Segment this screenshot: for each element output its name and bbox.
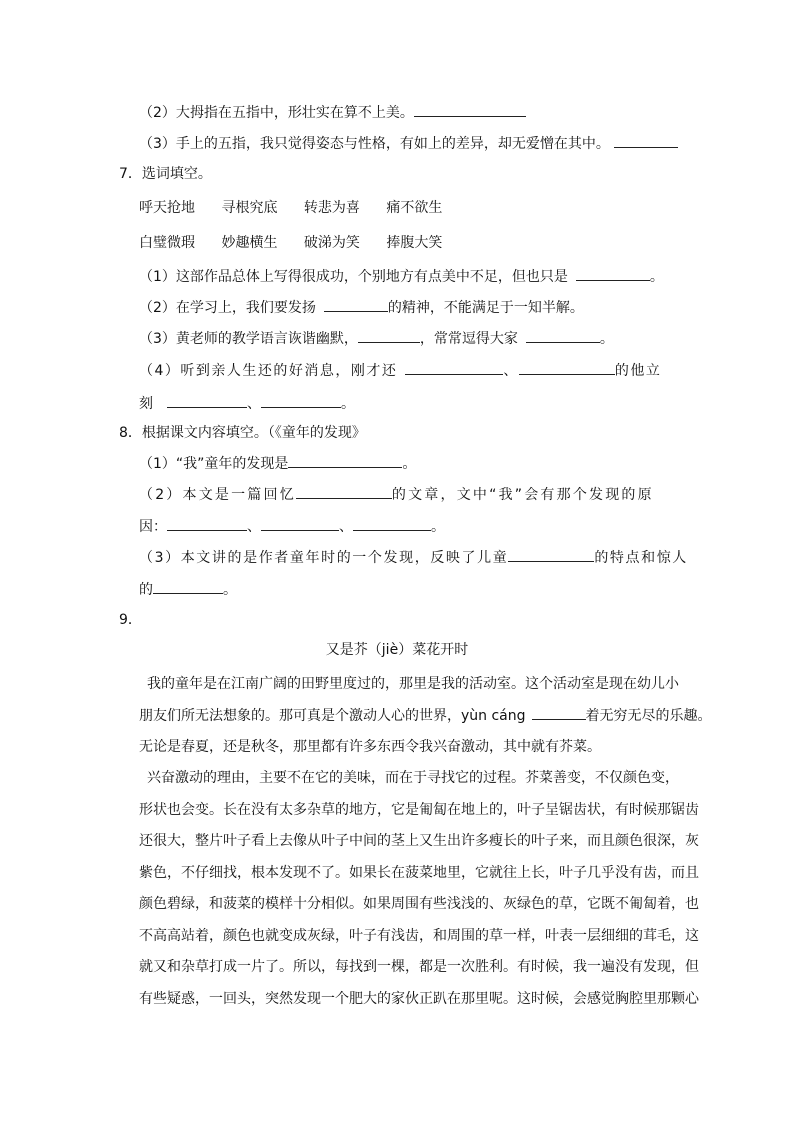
punct: 。 bbox=[223, 582, 237, 598]
q7-s2-text: （2）在学习上，我们要发扬 bbox=[139, 300, 316, 316]
word-option: 呼天抢地 bbox=[139, 200, 195, 216]
q7-s3-mid: ，常常逗得大家 bbox=[419, 331, 518, 347]
passage-text: 朋友们所无法想象的。那可真是个激动人心的世界，yùn cáng bbox=[139, 708, 526, 724]
q7-s1-blank[interactable] bbox=[576, 266, 650, 281]
word-option: 捧腹大笑 bbox=[386, 235, 443, 251]
q7-s4-blank-1[interactable] bbox=[405, 360, 503, 375]
q8-s2b-blank-3[interactable] bbox=[353, 516, 431, 531]
q8-s3b-text: 的 bbox=[139, 582, 153, 598]
q6-item-2 bbox=[139, 102, 526, 123]
passage-line: 紫色，不仔细找，根本发现不了。如果长在菠菜地里，它就往上长，叶子几乎没有齿，而且 bbox=[139, 865, 699, 881]
q8-s1-text: （1）“我”童年的发现是 bbox=[139, 456, 289, 472]
punct: 。 bbox=[431, 519, 445, 535]
q8-sentence-1 bbox=[139, 453, 416, 474]
passage-line: 还很大，整片叶子看上去像从叶子中间的茎上又生出许多瘦长的叶子来，而且颜色很深，灰 bbox=[139, 833, 699, 849]
q8-sentence-2-cont bbox=[139, 516, 445, 537]
punct: 。 bbox=[341, 396, 355, 412]
q7-s3-blank-1[interactable] bbox=[358, 328, 420, 343]
q7-s4b-blank-2[interactable] bbox=[261, 393, 341, 408]
passage-text: 着无穷无尽的乐趣。 bbox=[585, 708, 712, 724]
q7-heading: 7．选词填空。 bbox=[119, 166, 212, 182]
q6-item-3 bbox=[139, 133, 678, 154]
q8-sentence-3 bbox=[139, 547, 688, 568]
q7-s4-end: 的他立 bbox=[614, 363, 662, 379]
q7-sentence-2 bbox=[139, 297, 584, 318]
q7-s1-text: （1）这部作品总体上写得很成功，个别地方有点美中不足，但也只是 bbox=[139, 269, 568, 285]
q8-s3b-blank[interactable] bbox=[153, 579, 223, 594]
passage-line: 我的童年是在江南广阔的田野里度过的，那里是我的活动室。这个活动室是现在幼儿小 bbox=[147, 676, 679, 692]
pinyin-answer-blank[interactable] bbox=[532, 705, 586, 720]
q6-item-2-text: （2）大拇指在五指中，形壮实在算不上美。 bbox=[139, 105, 414, 121]
q8-s2-end: 的文章，文中“我”会有那个发现的原 bbox=[391, 487, 654, 503]
passage-line: 不高高站着，颜色也就变成灰绿，叶子有浅齿，和周围的草一样，叶表一层细细的茸毛，这 bbox=[139, 928, 699, 944]
q7-s3-text: （3）黄老师的教学语言诙谐幽默， bbox=[139, 331, 358, 347]
q8-s2b-blank-1[interactable] bbox=[167, 516, 247, 531]
passage-line: 颜色碧绿，和菠菜的模样十分相似。如果周围有些浅浅的、灰绿色的草，它既不匍匐着，也 bbox=[139, 896, 699, 912]
q7-s4-text: （4）听到亲人生还的好消息，刚才还 bbox=[139, 363, 398, 379]
q6-item-3-text: （3）手上的五指，我只觉得姿态与性格，有如上的差异，却无爱憎在其中。 bbox=[139, 136, 610, 152]
word-option: 白璧微瑕 bbox=[139, 235, 195, 251]
passage-line: 就又和杂草打成一片了。所以，每找到一棵，都是一次胜利。有时候，我一遍没有发现，但 bbox=[139, 959, 699, 975]
q7-sentence-1 bbox=[139, 266, 664, 287]
q8-s2-blank[interactable] bbox=[296, 484, 392, 499]
punct: 、 bbox=[247, 519, 261, 535]
punct: 、 bbox=[247, 396, 261, 412]
q7-s2-blank[interactable] bbox=[324, 297, 388, 312]
punct: 、 bbox=[503, 363, 519, 379]
passage-line: 有些疑惑，一回头，突然发现一个肥大的家伙正趴在那里呢。这时候，会感觉胸腔里那颗心 bbox=[139, 991, 699, 1007]
q8-s2b-blank-2[interactable] bbox=[261, 516, 339, 531]
punct: 、 bbox=[339, 519, 353, 535]
passage-title: 又是芥（jiè）菜花开时 bbox=[325, 642, 469, 658]
q7-word-bank-row-1 bbox=[139, 198, 442, 218]
q7-sentence-4-cont bbox=[139, 393, 355, 414]
passage-line: 无论是春夏，还是秋冬，那里都有许多东西令我兴奋激动，其中就有芥菜。 bbox=[139, 739, 601, 755]
q8-s3-end: 的特点和惊人 bbox=[594, 550, 688, 566]
q6-item-2-blank[interactable] bbox=[414, 102, 526, 117]
q8-s1-blank[interactable] bbox=[288, 453, 402, 468]
q8-sentence-3-cont bbox=[139, 579, 237, 600]
q7-s2-end: 的精神，不能满足于一知半解。 bbox=[387, 300, 584, 316]
q7-s3-blank-2[interactable] bbox=[526, 328, 600, 343]
q8-s3-text: （3）本文讲的是作者童年时的一个发现，反映了儿童 bbox=[139, 550, 509, 566]
q6-item-3-blank[interactable] bbox=[614, 133, 678, 148]
q7-sentence-4 bbox=[139, 360, 661, 381]
q7-word-bank-row-2 bbox=[139, 233, 442, 253]
passage-line: 兴奋激动的理由，主要不在它的美味，而在于寻找它的过程。芥菜善变，不仅颜色变， bbox=[147, 770, 679, 786]
q7-s4-blank-2[interactable] bbox=[519, 360, 615, 375]
punct: 。 bbox=[649, 269, 664, 285]
q7-sentence-3 bbox=[139, 328, 614, 349]
word-option: 破涕为笑 bbox=[303, 235, 360, 251]
word-option: 寻根究底 bbox=[221, 200, 278, 216]
q8-s2-text: （2）本文是一篇回忆 bbox=[139, 487, 296, 503]
word-option: 痛不欲生 bbox=[386, 200, 443, 216]
punct: 。 bbox=[599, 331, 614, 347]
q8-s3-blank[interactable] bbox=[508, 547, 594, 562]
word-option: 转悲为喜 bbox=[303, 200, 360, 216]
punct: 。 bbox=[402, 456, 417, 472]
q7-s4b-blank-1[interactable] bbox=[167, 393, 247, 408]
q9-heading: 9． bbox=[119, 612, 142, 628]
q8-heading: 8．根据课文内容填空。（《童年的发现》 bbox=[119, 425, 366, 441]
word-option: 妙趣横生 bbox=[221, 235, 278, 251]
passage-line: 形状也会变。长在没有太多杂草的地方，它是匍匐在地上的，叶子呈锯齿状，有时候那锯齿 bbox=[139, 802, 699, 818]
q8-s2b-text: 因： bbox=[139, 519, 167, 535]
q7-s4b-text: 刻 bbox=[139, 396, 153, 412]
q8-sentence-2 bbox=[139, 484, 654, 505]
passage-line-with-blank bbox=[139, 705, 712, 726]
